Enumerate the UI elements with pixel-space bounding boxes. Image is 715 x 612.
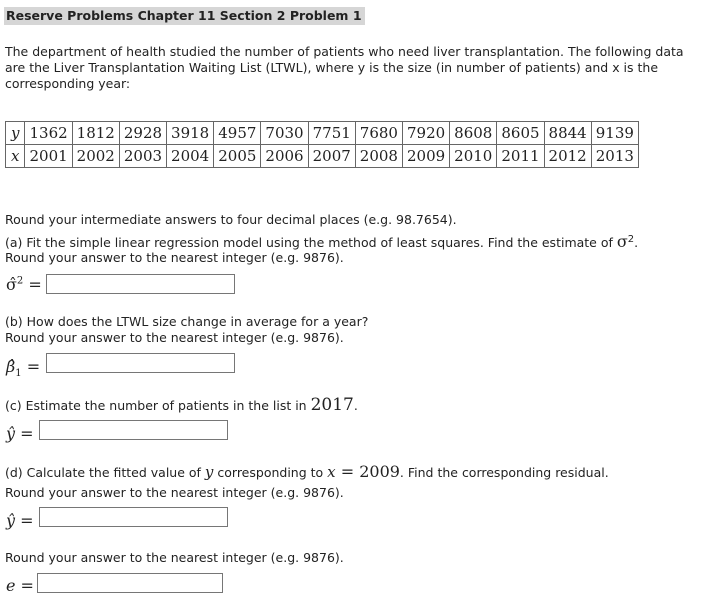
- sigma-hat-exponent: 2: [16, 275, 24, 287]
- table-cell-x: 2003: [119, 145, 166, 168]
- table-cell-x: 2013: [591, 145, 638, 168]
- equals-sign: =: [21, 357, 41, 376]
- table-cell-y: 8844: [544, 122, 591, 145]
- part-c-end: .: [353, 398, 358, 413]
- table-cell-y: 7680: [355, 122, 402, 145]
- table-cell-y: 9139: [591, 122, 638, 145]
- row-label-y: y: [6, 122, 25, 145]
- sigma-symbol: σ: [616, 232, 628, 251]
- part-b-question: (b) How does the LTWL size change in average for a year?: [5, 314, 369, 329]
- residual-symbol: e: [6, 576, 16, 595]
- table-cell-x: 2002: [72, 145, 119, 168]
- table-cell-x: 2008: [355, 145, 402, 168]
- part-d-question: [5, 462, 609, 481]
- table-cell-y: 7751: [308, 122, 355, 145]
- var-y: y: [204, 463, 214, 481]
- y-hat-symbol: ŷ: [6, 511, 16, 530]
- beta-hat-label: [6, 357, 40, 379]
- part-b-rounding-note: Round your answer to the nearest integer (e.g. 9876).: [5, 330, 344, 345]
- sigma-hat-symbol: σ̂: [6, 275, 17, 294]
- y-hat-symbol: ŷ: [6, 424, 16, 443]
- part-d-text-3: . Find the corresponding residual.: [399, 465, 609, 480]
- data-table: [5, 121, 639, 168]
- table-cell-x: 2009: [402, 145, 449, 168]
- table-cell-y: 1362: [25, 122, 72, 145]
- table-cell-x: 2001: [25, 145, 72, 168]
- table-cell-y: 2928: [119, 122, 166, 145]
- equals-sign: =: [15, 576, 34, 595]
- table-cell-y: 4957: [214, 122, 261, 145]
- part-e-rounding-note: Round your answer to the nearest integer (e.g. 9876).: [5, 550, 344, 565]
- equals-sign: =: [23, 275, 42, 294]
- sigma-hat-label: [6, 275, 42, 294]
- beta-hat-symbol: β̂: [6, 357, 16, 376]
- table-cell-y: 7920: [402, 122, 449, 145]
- part-a-question: [5, 232, 638, 251]
- part-d-text-1: (d) Calculate the fitted value of: [5, 465, 205, 480]
- x-equals-year: = 2009: [335, 462, 400, 481]
- sigma-exponent: 2: [627, 233, 635, 245]
- y-hat-fitted-label: [6, 511, 34, 530]
- part-a-rounding-note: Round your answer to the nearest integer (e.g. 9876).: [5, 250, 344, 265]
- table-cell-x: 2006: [261, 145, 308, 168]
- equals-sign: =: [15, 424, 34, 443]
- sigma-squared-answer-input[interactable]: [46, 274, 235, 294]
- page-title: Reserve Problems Chapter 11 Section 2 Problem 1: [4, 7, 365, 25]
- problem-intro: The department of health studied the number of patients who need liver transplantation. The following data are the Liver Transplantation Waiting List (LTWL), where y is the size (in number of patients) and x is the corresponding year:: [5, 44, 684, 91]
- part-c-question: [5, 395, 358, 415]
- equals-sign: =: [15, 511, 34, 530]
- table-cell-x: 2010: [450, 145, 497, 168]
- estimate-2017-answer-input[interactable]: [39, 420, 228, 440]
- intermediate-rounding-note: Round your intermediate answers to four decimal places (e.g. 98.7654).: [5, 212, 457, 227]
- part-d-rounding-note: Round your answer to the nearest integer (e.g. 9876).: [5, 485, 344, 500]
- part-a-end: .: [634, 235, 639, 250]
- var-x: x: [327, 463, 336, 481]
- residual-label: [6, 576, 34, 595]
- table-cell-y: 8605: [497, 122, 544, 145]
- y-hat-label: [6, 424, 34, 443]
- table-cell-y: 7030: [261, 122, 308, 145]
- table-cell-x: 2005: [214, 145, 261, 168]
- beta-subscript: 1: [15, 368, 22, 380]
- table-cell-x: 2007: [308, 145, 355, 168]
- table-row-x: [6, 145, 639, 168]
- table-cell-y: 8608: [450, 122, 497, 145]
- beta-one-answer-input[interactable]: [46, 353, 235, 373]
- part-d-text-2: corresponding to: [213, 465, 328, 480]
- table-cell-x: 2004: [167, 145, 214, 168]
- residual-answer-input[interactable]: [37, 573, 223, 593]
- table-cell-x: 2012: [544, 145, 591, 168]
- row-label-x: x: [6, 145, 25, 168]
- part-c-text: (c) Estimate the number of patients in the list in: [5, 398, 311, 413]
- table-row-y: [6, 122, 639, 145]
- table-cell-y: 1812: [72, 122, 119, 145]
- year-value: 2017: [310, 395, 354, 415]
- part-a-text: (a) Fit the simple linear regression model using the method of least squares. Find the estimate of: [5, 235, 617, 250]
- table-cell-y: 3918: [167, 122, 214, 145]
- fitted-value-answer-input[interactable]: [39, 507, 228, 527]
- table-cell-x: 2011: [497, 145, 544, 168]
